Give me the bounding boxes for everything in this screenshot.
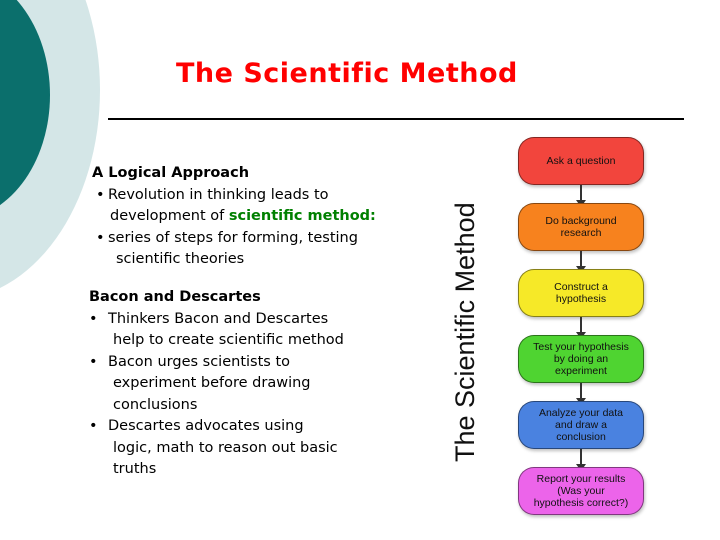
bullet-marker: • <box>89 353 98 370</box>
step-background-research <box>518 203 644 251</box>
bullet-marker: • <box>96 229 105 246</box>
bullet-item <box>92 185 376 207</box>
bullet-continuation <box>92 206 376 228</box>
step-label: Report your results (Was your hypothesis correct?) <box>533 473 629 509</box>
bullet-continuation: help to create scientific method <box>113 332 344 348</box>
bullet-item <box>89 309 344 331</box>
scientific-method-highlight: scientific method: <box>228 208 376 224</box>
bullet-continuation: logic, math to reason out basic <box>113 439 338 456</box>
slide-title: The Scientific Method <box>176 58 518 89</box>
step-label: Analyze your data and draw a conclusion <box>538 407 624 443</box>
section-heading-logical-approach: A Logical Approach <box>92 165 250 181</box>
step-label: Ask a question <box>546 155 616 167</box>
bullet-text: development of <box>110 208 229 224</box>
step-label: Do background research <box>545 215 617 239</box>
logical-approach-section <box>92 163 376 271</box>
bacon-descartes-section <box>89 287 344 481</box>
bullet-continuation: scientific theories <box>116 251 245 267</box>
bullet-text: Descartes advocates using <box>108 418 304 434</box>
bullet-text: Thinkers Bacon and Descartes <box>108 310 329 327</box>
bullet-marker: • <box>89 310 98 327</box>
step-test-hypothesis <box>518 335 644 383</box>
diagram-side-title: The Scientific Method <box>450 202 480 462</box>
step-label: Construct a hypothesis <box>554 281 608 305</box>
bullet-text: Bacon urges scientists to <box>108 353 291 370</box>
flow-arrow <box>580 185 582 201</box>
bullet-continuation: experiment before drawing <box>113 375 311 391</box>
step-ask-question <box>518 137 644 185</box>
bullet-item <box>89 416 344 438</box>
step-label: Test your hypothesis by doing an experiment <box>533 341 629 377</box>
bullet-continuation: truths <box>113 461 157 477</box>
step-report-results <box>518 467 644 515</box>
flow-arrow <box>580 449 582 465</box>
title-divider <box>108 118 684 120</box>
bullet-item <box>89 352 344 374</box>
flow-arrow <box>580 251 582 267</box>
bullet-text: series of steps for forming, testing <box>108 229 358 246</box>
section-heading-bacon-descartes: Bacon and Descartes <box>89 289 261 305</box>
bullet-item <box>92 228 376 250</box>
flow-arrow <box>580 383 582 399</box>
bullet-marker: • <box>96 186 105 203</box>
step-analyze-data <box>518 401 644 449</box>
bullet-continuation: conclusions <box>113 396 198 413</box>
step-construct-hypothesis <box>518 269 644 317</box>
bullet-marker: • <box>89 418 98 434</box>
flow-arrow <box>580 317 582 333</box>
bullet-text: Revolution in thinking leads to <box>108 186 329 203</box>
